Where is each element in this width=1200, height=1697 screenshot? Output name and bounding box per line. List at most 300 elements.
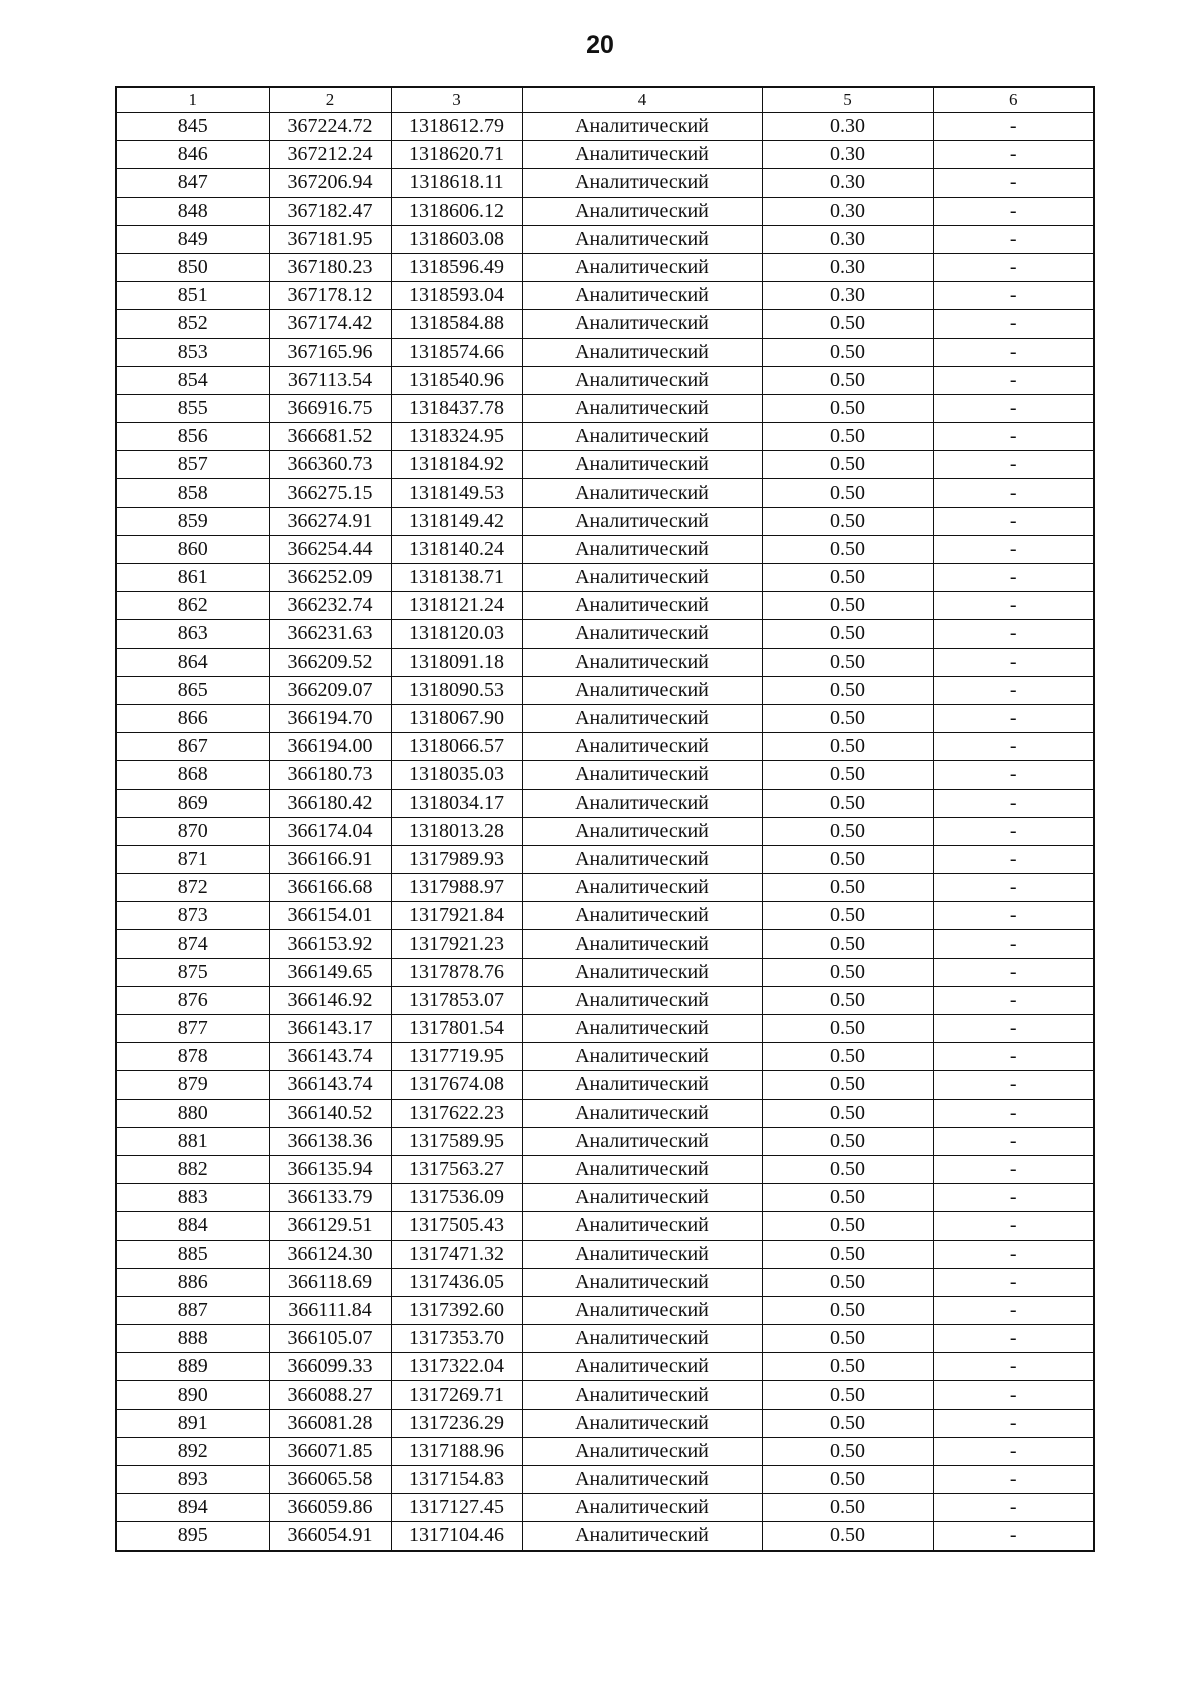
table-row [116,1296,1094,1324]
table-row [116,1353,1094,1381]
x-coordinate-cell: 366140.52 [269,1099,391,1127]
method-cell: Аналитический [522,535,762,563]
note-cell: - [933,592,1094,620]
x-coordinate-cell: 366138.36 [269,1127,391,1155]
table-row [116,113,1094,141]
table-row [116,535,1094,563]
accuracy-cell: 0.50 [762,1268,933,1296]
method-cell: Аналитический [522,986,762,1014]
y-coordinate-cell: 1318593.04 [391,282,522,310]
x-coordinate-cell: 367180.23 [269,253,391,281]
table-row [116,423,1094,451]
point-number-cell: 875 [116,958,269,986]
accuracy-cell: 0.50 [762,451,933,479]
x-coordinate-cell: 367224.72 [269,113,391,141]
y-coordinate-cell: 1318603.08 [391,225,522,253]
method-cell: Аналитический [522,141,762,169]
note-cell: - [933,535,1094,563]
x-coordinate-cell: 366231.63 [269,620,391,648]
note-cell: - [933,789,1094,817]
method-cell: Аналитический [522,1071,762,1099]
method-cell: Аналитический [522,225,762,253]
point-number-cell: 895 [116,1522,269,1551]
note-cell: - [933,197,1094,225]
accuracy-cell: 0.50 [762,1296,933,1324]
note-cell: - [933,986,1094,1014]
note-cell: - [933,1494,1094,1522]
accuracy-cell: 0.50 [762,310,933,338]
method-cell: Аналитический [522,310,762,338]
point-number-cell: 852 [116,310,269,338]
table-row [116,366,1094,394]
method-cell: Аналитический [522,1409,762,1437]
note-cell: - [933,1015,1094,1043]
note-cell: - [933,1296,1094,1324]
table-body [116,113,1094,1551]
method-cell: Аналитический [522,676,762,704]
method-cell: Аналитический [522,733,762,761]
accuracy-cell: 0.50 [762,535,933,563]
y-coordinate-cell: 1318612.79 [391,113,522,141]
y-coordinate-cell: 1317392.60 [391,1296,522,1324]
accuracy-cell: 0.50 [762,394,933,422]
accuracy-cell: 0.50 [762,1212,933,1240]
x-coordinate-cell: 367165.96 [269,338,391,366]
method-cell: Аналитический [522,1522,762,1551]
x-coordinate-cell: 366174.04 [269,817,391,845]
table-row [116,733,1094,761]
x-coordinate-cell: 366143.74 [269,1043,391,1071]
accuracy-cell: 0.50 [762,1466,933,1494]
x-coordinate-cell: 366111.84 [269,1296,391,1324]
table-row [116,648,1094,676]
y-coordinate-cell: 1318121.24 [391,592,522,620]
accuracy-cell: 0.50 [762,676,933,704]
x-coordinate-cell: 366143.74 [269,1071,391,1099]
note-cell: - [933,958,1094,986]
note-cell: - [933,141,1094,169]
accuracy-cell: 0.50 [762,789,933,817]
table-row [116,930,1094,958]
method-cell: Аналитический [522,451,762,479]
note-cell: - [933,620,1094,648]
x-coordinate-cell: 366143.17 [269,1015,391,1043]
method-cell: Аналитический [522,1268,762,1296]
accuracy-cell: 0.30 [762,225,933,253]
y-coordinate-cell: 1318184.92 [391,451,522,479]
note-cell: - [933,1522,1094,1551]
accuracy-cell: 0.50 [762,1184,933,1212]
y-coordinate-cell: 1317505.43 [391,1212,522,1240]
point-number-cell: 859 [116,507,269,535]
x-coordinate-cell: 366153.92 [269,930,391,958]
y-coordinate-cell: 1317921.84 [391,902,522,930]
method-cell: Аналитический [522,1353,762,1381]
method-cell: Аналитический [522,592,762,620]
table-header [116,87,1094,113]
point-number-cell: 885 [116,1240,269,1268]
note-cell: - [933,1353,1094,1381]
x-coordinate-cell: 366118.69 [269,1268,391,1296]
y-coordinate-cell: 1317471.32 [391,1240,522,1268]
point-number-cell: 882 [116,1155,269,1183]
point-number-cell: 854 [116,366,269,394]
note-cell: - [933,310,1094,338]
note-cell: - [933,1071,1094,1099]
table-row [116,1268,1094,1296]
accuracy-cell: 0.50 [762,1381,933,1409]
method-cell: Аналитический [522,704,762,732]
point-number-cell: 894 [116,1494,269,1522]
accuracy-cell: 0.50 [762,423,933,451]
accuracy-cell: 0.50 [762,1155,933,1183]
point-number-cell: 861 [116,564,269,592]
method-cell: Аналитический [522,1184,762,1212]
y-coordinate-cell: 1317269.71 [391,1381,522,1409]
table-row [116,1437,1094,1465]
note-cell: - [933,113,1094,141]
point-number-cell: 881 [116,1127,269,1155]
column-header-5: 5 [762,87,933,113]
y-coordinate-cell: 1317188.96 [391,1437,522,1465]
y-coordinate-cell: 1318606.12 [391,197,522,225]
table-row [116,507,1094,535]
accuracy-cell: 0.30 [762,169,933,197]
accuracy-cell: 0.50 [762,338,933,366]
accuracy-cell: 0.50 [762,479,933,507]
table-row [116,592,1094,620]
x-coordinate-cell: 366124.30 [269,1240,391,1268]
y-coordinate-cell: 1318090.53 [391,676,522,704]
x-coordinate-cell: 366154.01 [269,902,391,930]
table-row [116,1099,1094,1127]
y-coordinate-cell: 1317719.95 [391,1043,522,1071]
point-number-cell: 871 [116,845,269,873]
method-cell: Аналитический [522,564,762,592]
note-cell: - [933,1268,1094,1296]
table-row [116,902,1094,930]
point-number-cell: 853 [116,338,269,366]
method-cell: Аналитический [522,253,762,281]
y-coordinate-cell: 1317853.07 [391,986,522,1014]
accuracy-cell: 0.50 [762,1325,933,1353]
accuracy-cell: 0.30 [762,282,933,310]
table-row [116,225,1094,253]
x-coordinate-cell: 366065.58 [269,1466,391,1494]
accuracy-cell: 0.30 [762,197,933,225]
accuracy-cell: 0.50 [762,507,933,535]
table-row [116,845,1094,873]
note-cell: - [933,423,1094,451]
table-row [116,564,1094,592]
point-number-cell: 876 [116,986,269,1014]
accuracy-cell: 0.50 [762,1353,933,1381]
note-cell: - [933,507,1094,535]
page-number: 20 [586,31,614,59]
point-number-cell: 845 [116,113,269,141]
table-row [116,1325,1094,1353]
y-coordinate-cell: 1318574.66 [391,338,522,366]
x-coordinate-cell: 366916.75 [269,394,391,422]
x-coordinate-cell: 366360.73 [269,451,391,479]
method-cell: Аналитический [522,1099,762,1127]
accuracy-cell: 0.50 [762,1522,933,1551]
table-row [116,761,1094,789]
note-cell: - [933,451,1094,479]
x-coordinate-cell: 367212.24 [269,141,391,169]
point-number-cell: 865 [116,676,269,704]
x-coordinate-cell: 366194.00 [269,733,391,761]
accuracy-cell: 0.50 [762,930,933,958]
method-cell: Аналитический [522,1381,762,1409]
y-coordinate-cell: 1317536.09 [391,1184,522,1212]
table-row [116,704,1094,732]
x-coordinate-cell: 366166.68 [269,874,391,902]
x-coordinate-cell: 367206.94 [269,169,391,197]
x-coordinate-cell: 366081.28 [269,1409,391,1437]
method-cell: Аналитический [522,1240,762,1268]
method-cell: Аналитический [522,958,762,986]
y-coordinate-cell: 1318091.18 [391,648,522,676]
table-header-row [116,87,1094,113]
method-cell: Аналитический [522,1212,762,1240]
point-number-cell: 883 [116,1184,269,1212]
x-coordinate-cell: 366194.70 [269,704,391,732]
x-coordinate-cell: 366099.33 [269,1353,391,1381]
note-cell: - [933,253,1094,281]
table-row [116,874,1094,902]
table-row [116,394,1094,422]
y-coordinate-cell: 1318138.71 [391,564,522,592]
y-coordinate-cell: 1317921.23 [391,930,522,958]
note-cell: - [933,1155,1094,1183]
table-row [116,1155,1094,1183]
accuracy-cell: 0.30 [762,113,933,141]
method-cell: Аналитический [522,1437,762,1465]
method-cell: Аналитический [522,197,762,225]
method-cell: Аналитический [522,1127,762,1155]
method-cell: Аналитический [522,338,762,366]
y-coordinate-cell: 1317878.76 [391,958,522,986]
note-cell: - [933,1184,1094,1212]
x-coordinate-cell: 366254.44 [269,535,391,563]
y-coordinate-cell: 1318140.24 [391,535,522,563]
table-row [116,1381,1094,1409]
accuracy-cell: 0.50 [762,704,933,732]
table-row [116,676,1094,704]
y-coordinate-cell: 1317563.27 [391,1155,522,1183]
method-cell: Аналитический [522,282,762,310]
table-row [116,1184,1094,1212]
point-number-cell: 856 [116,423,269,451]
point-number-cell: 868 [116,761,269,789]
point-number-cell: 893 [116,1466,269,1494]
table-row [116,338,1094,366]
method-cell: Аналитический [522,423,762,451]
table-row [116,986,1094,1014]
accuracy-cell: 0.30 [762,141,933,169]
table-row [116,1240,1094,1268]
x-coordinate-cell: 367113.54 [269,366,391,394]
method-cell: Аналитический [522,1494,762,1522]
note-cell: - [933,874,1094,902]
note-cell: - [933,282,1094,310]
accuracy-cell: 0.50 [762,986,933,1014]
point-number-cell: 874 [116,930,269,958]
method-cell: Аналитический [522,789,762,817]
note-cell: - [933,1437,1094,1465]
y-coordinate-cell: 1318013.28 [391,817,522,845]
point-number-cell: 891 [116,1409,269,1437]
method-cell: Аналитический [522,620,762,648]
table-row [116,1043,1094,1071]
note-cell: - [933,394,1094,422]
x-coordinate-cell: 367182.47 [269,197,391,225]
point-number-cell: 892 [116,1437,269,1465]
method-cell: Аналитический [522,169,762,197]
table-row [116,479,1094,507]
method-cell: Аналитический [522,761,762,789]
table-row [116,620,1094,648]
note-cell: - [933,1043,1094,1071]
note-cell: - [933,733,1094,761]
accuracy-cell: 0.50 [762,1015,933,1043]
accuracy-cell: 0.50 [762,648,933,676]
table-row [116,1466,1094,1494]
x-coordinate-cell: 366252.09 [269,564,391,592]
table-row [116,817,1094,845]
method-cell: Аналитический [522,1043,762,1071]
point-number-cell: 880 [116,1099,269,1127]
x-coordinate-cell: 367174.42 [269,310,391,338]
method-cell: Аналитический [522,113,762,141]
y-coordinate-cell: 1317322.04 [391,1353,522,1381]
accuracy-cell: 0.50 [762,1071,933,1099]
y-coordinate-cell: 1318437.78 [391,394,522,422]
table-row [116,1522,1094,1551]
accuracy-cell: 0.50 [762,1437,933,1465]
point-number-cell: 858 [116,479,269,507]
method-cell: Аналитический [522,817,762,845]
point-number-cell: 863 [116,620,269,648]
y-coordinate-cell: 1317674.08 [391,1071,522,1099]
point-number-cell: 869 [116,789,269,817]
accuracy-cell: 0.50 [762,592,933,620]
note-cell: - [933,564,1094,592]
table-row [116,141,1094,169]
y-coordinate-cell: 1317622.23 [391,1099,522,1127]
y-coordinate-cell: 1317104.46 [391,1522,522,1551]
y-coordinate-cell: 1317154.83 [391,1466,522,1494]
y-coordinate-cell: 1317436.05 [391,1268,522,1296]
accuracy-cell: 0.50 [762,874,933,902]
note-cell: - [933,1325,1094,1353]
method-cell: Аналитический [522,507,762,535]
table-row [116,451,1094,479]
point-number-cell: 855 [116,394,269,422]
y-coordinate-cell: 1317353.70 [391,1325,522,1353]
x-coordinate-cell: 366209.52 [269,648,391,676]
table-row [116,169,1094,197]
note-cell: - [933,1099,1094,1127]
point-number-cell: 866 [116,704,269,732]
x-coordinate-cell: 366135.94 [269,1155,391,1183]
y-coordinate-cell: 1318034.17 [391,789,522,817]
x-coordinate-cell: 366146.92 [269,986,391,1014]
accuracy-cell: 0.50 [762,1240,933,1268]
x-coordinate-cell: 366209.07 [269,676,391,704]
note-cell: - [933,338,1094,366]
table-row [116,1494,1094,1522]
y-coordinate-cell: 1318324.95 [391,423,522,451]
point-number-cell: 860 [116,535,269,563]
y-coordinate-cell: 1318067.90 [391,704,522,732]
x-coordinate-cell: 366133.79 [269,1184,391,1212]
point-number-cell: 879 [116,1071,269,1099]
note-cell: - [933,1240,1094,1268]
method-cell: Аналитический [522,874,762,902]
column-header-3: 3 [391,87,522,113]
table-row [116,1071,1094,1099]
method-cell: Аналитический [522,1015,762,1043]
table-row [116,197,1094,225]
y-coordinate-cell: 1318035.03 [391,761,522,789]
method-cell: Аналитический [522,845,762,873]
y-coordinate-cell: 1318120.03 [391,620,522,648]
x-coordinate-cell: 366059.86 [269,1494,391,1522]
accuracy-cell: 0.50 [762,817,933,845]
note-cell: - [933,1381,1094,1409]
x-coordinate-cell: 366105.07 [269,1325,391,1353]
table-row [116,253,1094,281]
accuracy-cell: 0.50 [762,1494,933,1522]
column-header-4: 4 [522,87,762,113]
x-coordinate-cell: 366129.51 [269,1212,391,1240]
x-coordinate-cell: 366275.15 [269,479,391,507]
y-coordinate-cell: 1318596.49 [391,253,522,281]
coordinates-table [115,86,1095,1552]
method-cell: Аналитический [522,648,762,676]
point-number-cell: 857 [116,451,269,479]
point-number-cell: 847 [116,169,269,197]
note-cell: - [933,704,1094,732]
y-coordinate-cell: 1317127.45 [391,1494,522,1522]
table-row [116,282,1094,310]
x-coordinate-cell: 366149.65 [269,958,391,986]
note-cell: - [933,902,1094,930]
note-cell: - [933,648,1094,676]
table-row [116,310,1094,338]
y-coordinate-cell: 1318584.88 [391,310,522,338]
column-header-1: 1 [116,87,269,113]
accuracy-cell: 0.50 [762,1043,933,1071]
y-coordinate-cell: 1317236.29 [391,1409,522,1437]
point-number-cell: 864 [116,648,269,676]
column-header-6: 6 [933,87,1094,113]
y-coordinate-cell: 1318066.57 [391,733,522,761]
accuracy-cell: 0.50 [762,1099,933,1127]
table-row [116,1409,1094,1437]
y-coordinate-cell: 1318620.71 [391,141,522,169]
point-number-cell: 862 [116,592,269,620]
table-row [116,1015,1094,1043]
point-number-cell: 877 [116,1015,269,1043]
accuracy-cell: 0.50 [762,761,933,789]
x-coordinate-cell: 366274.91 [269,507,391,535]
point-number-cell: 849 [116,225,269,253]
point-number-cell: 851 [116,282,269,310]
method-cell: Аналитический [522,366,762,394]
